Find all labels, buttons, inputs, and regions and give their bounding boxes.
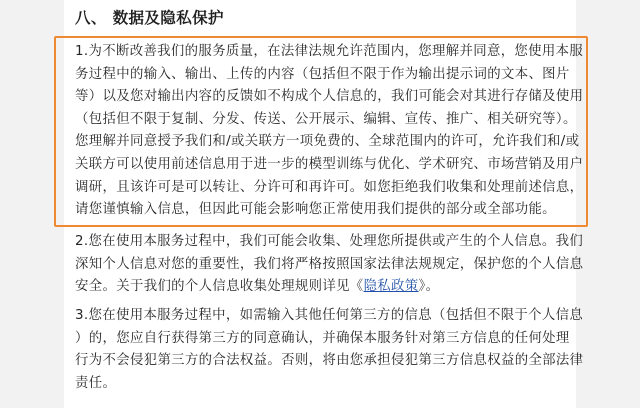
paragraph-data-usage — [75, 41, 583, 222]
paragraph-personal-info — [75, 231, 583, 299]
paragraph-line: 调研，且该许可是可以转让、分许可和再许可。如您拒绝我们收集和处理前述信息， — [75, 179, 584, 195]
paragraph-line-text: 安全。关于我们的个人信息收集处理规则详见《 — [75, 279, 364, 295]
paragraph-line: ）的，您应自行获得第三方的同意确认，并确保本服务针对第三方信息的任何处理 — [75, 330, 570, 346]
document-page — [64, 0, 584, 408]
paragraph-line: （包括但不限于复制、分发、传送、公开展示、编辑、宣传、推广、相关研究等）。 — [75, 111, 577, 127]
paragraph-line: 深知个人信息对您的重要性，我们将严格按照国家法律法规规定，保护您的个人信息 — [75, 256, 584, 272]
paragraph-line: 3.您在使用本服务过程中，如需输入其他任何第三方的信息（包括但不限于个人信息 — [75, 308, 584, 323]
section-heading: 八、 数据及隐私保护 — [75, 9, 224, 27]
paragraph-line: 1.为不断改善我们的服务质量，在法律法规允许范围内，您理解并同意，您使用本服 — [75, 44, 584, 59]
privacy-policy-link[interactable]: 隐私政策 — [363, 279, 419, 295]
paragraph-line-with-link — [75, 276, 583, 299]
paragraph-line: 关联方可以使用前述信息用于进一步的模型训练与优化、学术研究、市场营销及用户 — [75, 156, 584, 172]
paragraph-line: 请您谨慎输入信息，但因此可能会影响您正常使用我们提供的部分或全部功能。 — [75, 202, 556, 218]
paragraph-line: 等）以及您对输出内容的反馈如不构成个人信息的，我们可能会对其进行存储及使用 — [75, 89, 584, 105]
paragraph-third-party-info — [75, 305, 583, 395]
paragraph-line: 您理解并同意授予我们和/或关联方一项免费的、全球范围内的许可，允许我们和/或 — [75, 134, 580, 150]
paragraph-line: 务过程中的输入、输出、上传的内容（包括但不限于作为输出提示词的文本、图片 — [75, 66, 570, 82]
paragraph-line: 行为不会侵犯第三方的合法权益。否则，将由您承担侵犯第三方信息权益的全部法律 — [75, 353, 584, 369]
paragraph-line: 2.您在使用本服务过程中，我们可能会收集、处理您所提供或产生的个人信息。我们 — [75, 234, 584, 249]
paragraph-line: 责任。 — [75, 375, 117, 391]
paragraph-line-tail: 》。 — [418, 279, 440, 295]
